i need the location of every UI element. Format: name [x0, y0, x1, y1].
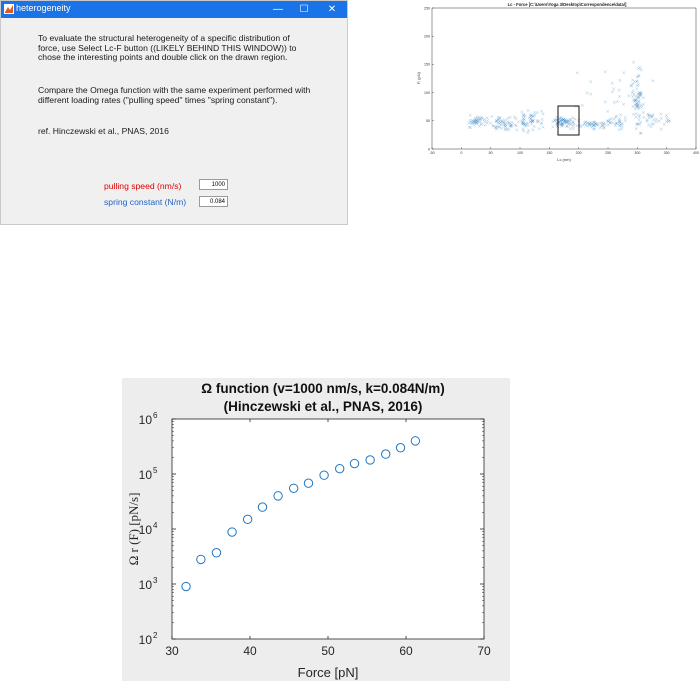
scatter-xtick-label: 200 — [575, 151, 582, 155]
lc-force-figure — [412, 0, 700, 168]
scatter-xtick-label: 350 — [663, 151, 670, 155]
scatter-ytick-label: 50 — [426, 119, 430, 124]
scatter-xtick-label: 100 — [517, 151, 523, 155]
instructions-text: To evaluate the structural heterogeneity of a specific distribution of force, use Select Lc-F button ((LIKELY BEHIND THIS WINDOW)) to chose the interesting points and double click on the drawn region. — [38, 33, 297, 63]
scatter-xtick-label: 300 — [634, 151, 641, 155]
omega-ytick-label: 10 — [138, 633, 152, 647]
scatter-ytick-label: 100 — [424, 90, 430, 95]
omega-xtick-label: 60 — [399, 644, 413, 658]
scatter-xtick-label: 400 — [693, 151, 699, 155]
scatter-xtick-label: -50 — [429, 151, 435, 155]
compare-text: Compare the Omega function with the same experiment performed with different loading rates ("pulling speed" times "spring constant"). — [38, 85, 311, 105]
omega-axes-box — [172, 419, 484, 639]
scatter-xtick-label: 150 — [546, 151, 553, 155]
omega-subtitle: (Hinczewski et al., PNAS, 2016) — [223, 399, 423, 414]
scatter-xtick-label: 0 — [460, 151, 463, 155]
spring-constant-label: spring constant (N/m) — [104, 197, 187, 207]
omega-ytick-exponent: 2 — [153, 631, 158, 640]
heterogeneity-window — [0, 0, 348, 225]
omega-plot[interactable] — [122, 378, 510, 681]
reference-text: ref. Hinczewski et al., PNAS, 2016 — [38, 126, 169, 136]
omega-xtick-label: 70 — [477, 644, 491, 658]
omega-xtick-label: 30 — [165, 644, 179, 658]
close-icon[interactable]: ✕ — [327, 4, 337, 15]
scatter-title: Lc - Force [C:\Users\Yoga 3\Desktop\Correspondence\data\] — [507, 2, 627, 7]
scatter-axes-box — [432, 8, 696, 149]
omega-ytick-label: 10 — [138, 523, 152, 537]
omega-ytick-label: 10 — [138, 578, 152, 592]
spring-constant-field[interactable]: 0.084 — [199, 196, 228, 207]
scatter-ytick-label: 200 — [424, 34, 430, 39]
omega-title: Ω function (v=1000 nm/s, k=0.084N/m) — [201, 381, 445, 396]
omega-ytick-exponent: 3 — [153, 576, 158, 585]
pulling-speed-label: pulling speed (nm/s) — [104, 181, 182, 191]
minimize-icon[interactable]: — — [273, 4, 283, 15]
omega-ytick-label: 10 — [138, 468, 152, 482]
scatter-xlabel: Lc (nm) — [557, 157, 571, 162]
scatter-ylabel: Fₗ (pN) — [416, 72, 421, 84]
omega-ylabel: Ω r (F) [pN/s] — [126, 492, 141, 566]
pulling-speed-field[interactable]: 1000 — [199, 179, 228, 190]
lc-force-plot[interactable] — [412, 0, 700, 168]
window-titlebar[interactable] — [1, 1, 347, 18]
scatter-ytick-label: 250 — [424, 6, 430, 11]
window-title: heterogeneity — [16, 3, 71, 13]
omega-ytick-exponent: 5 — [153, 466, 158, 475]
scatter-xtick-label: 50 — [488, 151, 493, 155]
omega-xlabel: Force [pN] — [297, 665, 359, 680]
omega-ytick-label: 10 — [138, 413, 152, 427]
maximize-icon[interactable]: ☐ — [299, 4, 309, 15]
omega-ytick-exponent: 6 — [153, 411, 158, 420]
scatter-ytick-label: 0 — [428, 147, 430, 152]
scatter-ytick-label: 150 — [424, 62, 430, 67]
omega-xtick-label: 50 — [321, 644, 335, 658]
omega-function-figure — [122, 378, 510, 681]
scatter-xtick-label: 250 — [605, 151, 611, 155]
omega-ytick-exponent: 4 — [153, 521, 158, 530]
matlab-app-icon — [4, 4, 14, 14]
omega-xtick-label: 40 — [243, 644, 257, 658]
